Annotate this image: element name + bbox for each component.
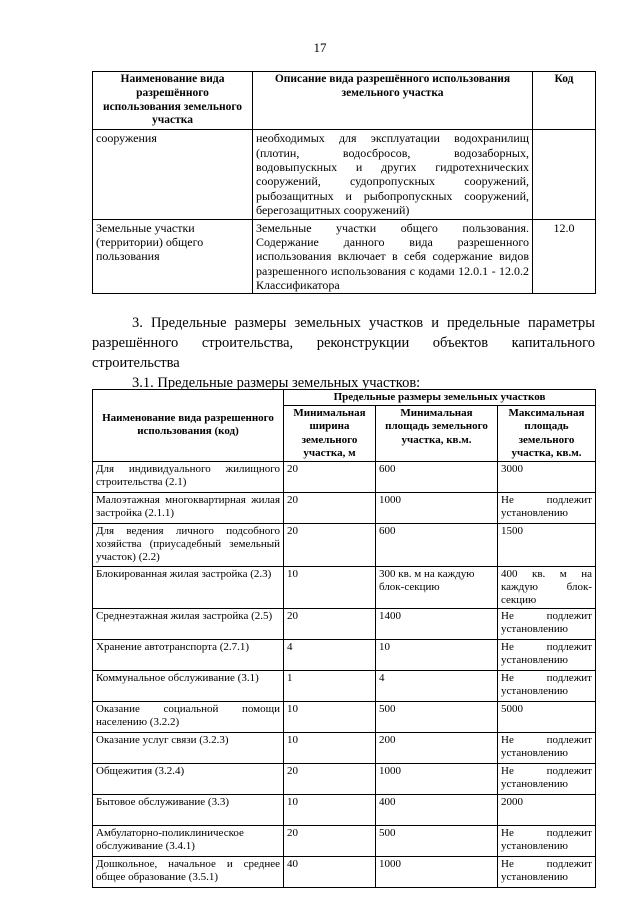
min-area-value: 1000 [376,764,498,795]
min-area-value: 4 [376,671,498,702]
max-area-value: 3000 [498,461,596,492]
column-header-min-area: Минимальная площадь земельного участка, кв.м. [376,406,498,462]
max-area-value: Не подлежит установлению [498,640,596,671]
min-width-value: 20 [284,492,376,523]
column-header-code: Код [533,72,596,130]
use-name: Для ведения личного подсобного хозяйства (приусадебный земельный участок) (2.2) [93,523,284,566]
min-width-value: 20 [284,826,376,857]
land-use-description: Земельные участки общего пользования. Содержание данного вида разрешенного использования включает в себя содержание видов разрешенного использования с кодами 12.0.1 - 12.0.2 Классификатора [253,219,533,294]
min-area-value: 300 кв. м на каждую блок-секцию [376,566,498,609]
land-use-name: Земельные участки (территории) общего пользования [93,219,253,294]
use-name: Малоэтажная многоквартирная жилая застройка (2.1.1) [93,492,284,523]
plot-size-limits-table [92,389,596,888]
table-row [93,702,596,733]
min-area-value: 1000 [376,492,498,523]
use-name: Бытовое обслуживание (3.3) [93,795,284,826]
min-width-value: 20 [284,764,376,795]
min-width-value: 4 [284,640,376,671]
table-header-row [93,72,596,130]
table-row [93,609,596,640]
min-width-value: 10 [284,733,376,764]
land-use-code: 12.0 [533,219,596,294]
land-use-code [533,130,596,219]
land-use-description: необходимых для эксплуатации водохранилищ (плотин, водосбросов, водозаборных, водовыпускных и других гидротехнических сооружений, судопропускных сооружений, рыбозащитных и рыбопропускных сооружений, берегозащитных сооружений) [253,130,533,219]
table-row [93,523,596,566]
min-area-value: 500 [376,702,498,733]
min-area-value: 400 [376,795,498,826]
use-name: Блокированная жилая застройка (2.3) [93,566,284,609]
table-row [93,461,596,492]
table-row [93,764,596,795]
land-use-description-table [92,71,596,294]
min-area-value: 1400 [376,609,498,640]
min-width-value: 20 [284,461,376,492]
max-area-value: 2000 [498,795,596,826]
table-row [93,492,596,523]
use-name: Коммунальное обслуживание (3.1) [93,671,284,702]
use-name: Оказание социальной помощи населению (3.2.2) [93,702,284,733]
min-width-value: 20 [284,523,376,566]
table-row [93,857,596,888]
table-row [93,640,596,671]
max-area-value: Не подлежит установлению [498,733,596,764]
max-area-value: Не подлежит установлению [498,857,596,888]
use-name: Среднеэтажная жилая застройка (2.5) [93,609,284,640]
table-row [93,219,596,294]
max-area-value: 400 кв. м на каждую блок-секцию [498,566,596,609]
min-area-value: 500 [376,826,498,857]
column-header-name: Наименование вида разрешенного использования (код) [93,390,284,462]
section-3-paragraph: 3. Предельные размеры земельных участков и предельные параметры разрешённого строительства, реконструкции объектов капитального строительства [92,315,595,371]
table-header-row [93,390,596,406]
column-group-header: Предельные размеры земельных участков [284,390,596,406]
use-name: Оказание услуг связи (3.2.3) [93,733,284,764]
min-width-value: 1 [284,671,376,702]
table-row [93,671,596,702]
min-width-value: 20 [284,609,376,640]
column-header-max-area: Максимальная площадь земельного участка, кв.м. [498,406,596,462]
max-area-value: Не подлежит установлению [498,826,596,857]
table-row [93,566,596,609]
table-row [93,826,596,857]
table-row [93,130,596,219]
max-area-value: Не подлежит установлению [498,492,596,523]
min-width-value: 10 [284,795,376,826]
max-area-value: Не подлежит установлению [498,609,596,640]
min-width-value: 10 [284,566,376,609]
use-name: Хранение автотранспорта (2.7.1) [93,640,284,671]
land-use-name: сооружения [93,130,253,219]
column-header-min-width: Минимальная ширина земельного участка, м [284,406,376,462]
min-area-value: 600 [376,523,498,566]
column-header-description: Описание вида разрешённого использования земельного участка [253,72,533,130]
min-area-value: 200 [376,733,498,764]
use-name: Дошкольное, начальное и среднее общее образование (3.5.1) [93,857,284,888]
use-name: Общежития (3.2.4) [93,764,284,795]
min-area-value: 1000 [376,857,498,888]
max-area-value: 1500 [498,523,596,566]
plot-size-rows [93,461,596,887]
min-area-value: 600 [376,461,498,492]
page-number: 17 [313,40,327,55]
use-name: Для индивидуального жилищного строительства (2.1) [93,461,284,492]
min-width-value: 10 [284,702,376,733]
min-width-value: 40 [284,857,376,888]
section-3-1-heading: 3.1. Предельные размеры земельных участков: [132,375,421,391]
column-header-name: Наименование вида разрешённого использования земельного участка [93,72,253,130]
table-row [93,795,596,826]
max-area-value: Не подлежит установлению [498,671,596,702]
max-area-value: 5000 [498,702,596,733]
table-row [93,733,596,764]
use-name: Амбулаторно-поликлиническое обслуживание (3.4.1) [93,826,284,857]
min-area-value: 10 [376,640,498,671]
max-area-value: Не подлежит установлению [498,764,596,795]
